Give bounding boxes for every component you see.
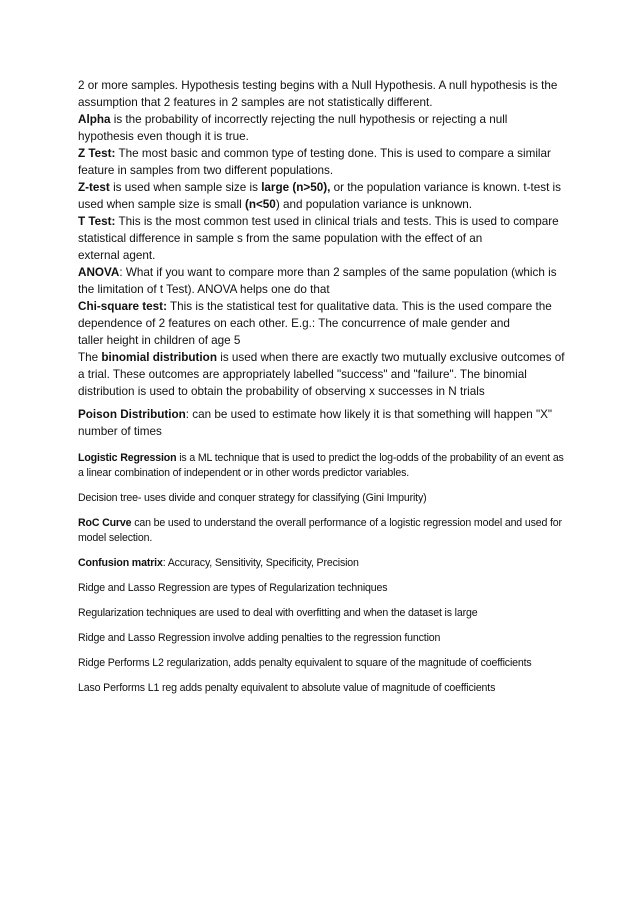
document-body bbox=[78, 77, 566, 706]
ridge-lasso-types-paragraph bbox=[78, 581, 566, 596]
notes-section-hypothesis bbox=[78, 77, 566, 400]
z-test-usage-term: Z-test bbox=[78, 181, 110, 194]
binomial-paragraph bbox=[78, 349, 566, 400]
roc-curve-definition: can be used to understand the overall performance of a logistic regression model and used for model selection. bbox=[78, 517, 562, 544]
ridge-lasso-penalties-text: Ridge and Lasso Regression involve adding penalties to the regression function bbox=[78, 632, 441, 644]
decision-tree-text: Decision tree- uses divide and conquer strategy for classifying (Gini Impurity) bbox=[78, 492, 427, 504]
chi-square-term: Chi-square test: bbox=[78, 300, 167, 313]
laso-l1-text: Laso Performs L1 reg adds penalty equivalent to absolute value of magnitude of coefficients bbox=[78, 682, 496, 694]
z-test-paragraph bbox=[78, 145, 566, 179]
chi-square-continuation bbox=[78, 332, 566, 349]
z-test-usage-text-2: or the population variance is known. t-test is used when sample size is small bbox=[78, 181, 561, 211]
alpha-term: Alpha bbox=[78, 113, 111, 126]
confusion-matrix-paragraph bbox=[78, 556, 566, 571]
t-test-term: T Test: bbox=[78, 215, 116, 228]
logistic-regression-definition: is a ML technique that is used to predict the log-odds of the probability of an event as a linear combination of independent or in other words predictor variables. bbox=[78, 452, 564, 479]
ridge-lasso-penalties-paragraph bbox=[78, 631, 566, 646]
anova-paragraph bbox=[78, 264, 566, 298]
ridge-lasso-types-text: Ridge and Lasso Regression are types of Regularization techniques bbox=[78, 582, 388, 594]
t-test-continuation bbox=[78, 247, 566, 264]
z-test-term: Z Test: bbox=[78, 147, 116, 160]
chi-square-definition: This is the statistical test for qualitative data. This is the used compare the dependence of 2 features on each other. E.g.: The concurrence of male gender and bbox=[78, 300, 552, 330]
notes-section-poisson bbox=[78, 406, 566, 440]
decision-tree-paragraph bbox=[78, 491, 566, 506]
poisson-paragraph bbox=[78, 406, 566, 440]
roc-curve-paragraph bbox=[78, 516, 566, 546]
null-hypothesis-text: 2 or more samples. Hypothesis testing begins with a Null Hypothesis. A null hypothesis is the assumption that 2 features in 2 samples are not statistically different. bbox=[78, 79, 558, 109]
poisson-term: Poison Distribution bbox=[78, 408, 186, 421]
regularization-paragraph bbox=[78, 606, 566, 621]
ridge-l2-paragraph bbox=[78, 656, 566, 671]
logistic-regression-term: Logistic Regression bbox=[78, 452, 177, 464]
z-test-usage-text-1: is used when sample size is bbox=[109, 181, 262, 194]
t-test-small-sample: (n<50 bbox=[244, 198, 276, 211]
roc-curve-term: RoC Curve bbox=[78, 517, 132, 529]
anova-definition: : What if you want to compare more than 2 samples of the same population (which is the limitation of t Test). ANOVA helps one do that bbox=[78, 266, 557, 296]
ridge-l2-text: Ridge Performs L2 regularization, adds penalty equivalent to square of the magnitude of coefficients bbox=[78, 657, 532, 669]
t-test-definition: This is the most common test used in clinical trials and tests. This is used to compare statistical difference in sample s from the same population with the effect of an bbox=[78, 215, 559, 245]
binomial-definition: is used when there are exactly two mutually exclusive outcomes of a trial. These outcomes are appropriately labelled "success" and "failure". The binomial distribution is used to obtain the probability of observing x successes in N trials bbox=[78, 351, 565, 398]
binomial-term: binomial distribution bbox=[101, 351, 217, 364]
logistic-regression-paragraph bbox=[78, 451, 566, 481]
z-test-usage-paragraph bbox=[78, 179, 566, 213]
z-test-definition: The most basic and common type of testing done. This is used to compare a similar feature in samples from two different populations. bbox=[78, 147, 551, 177]
z-test-large-sample: large (n>50), bbox=[261, 181, 331, 194]
laso-l1-paragraph bbox=[78, 681, 566, 696]
chi-square-continuation-text: taller height in children of age 5 bbox=[78, 334, 241, 347]
t-test-paragraph bbox=[78, 213, 566, 247]
confusion-matrix-term: Confusion matrix bbox=[78, 557, 163, 569]
poisson-definition: : can be used to estimate how likely it is that something will happen "X" number of times bbox=[78, 408, 553, 438]
null-hypothesis-paragraph bbox=[78, 77, 566, 111]
binomial-prefix: The bbox=[78, 351, 102, 364]
alpha-paragraph bbox=[78, 111, 566, 145]
notes-section-ml bbox=[78, 451, 566, 696]
t-test-continuation-text: external agent. bbox=[78, 249, 156, 262]
anova-term: ANOVA bbox=[78, 266, 120, 279]
regularization-text: Regularization techniques are used to deal with overfitting and when the dataset is large bbox=[78, 607, 478, 619]
confusion-matrix-definition: : Accuracy, Sensitivity, Specificity, Precision bbox=[162, 557, 359, 569]
chi-square-paragraph bbox=[78, 298, 566, 332]
alpha-definition: is the probability of incorrectly rejecting the null hypothesis or rejecting a null hypothesis even though it is true. bbox=[78, 113, 508, 143]
z-test-usage-text-3: ) and population variance is unknown. bbox=[275, 198, 473, 211]
